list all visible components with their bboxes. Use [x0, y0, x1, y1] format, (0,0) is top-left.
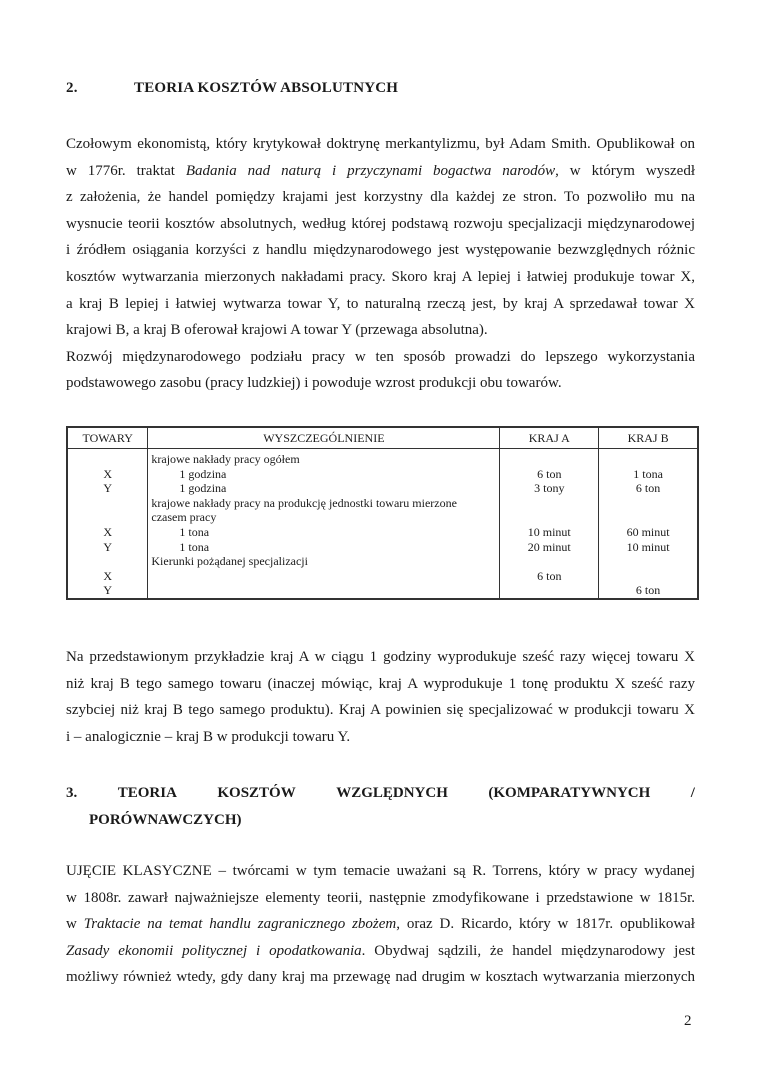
table-cell: 10 minut — [527, 524, 571, 539]
paragraph-smith — [66, 131, 695, 397]
book-title-ricardo: Zasady ekonomii politycznej i opodatkowania — [66, 942, 362, 959]
table-cell — [602, 554, 694, 569]
table-body — [67, 449, 698, 599]
cost-table — [66, 426, 699, 600]
table-cell: krajowe nakłady pracy ogółem — [151, 452, 300, 466]
header-kraj-a: KRAJ A — [500, 427, 599, 449]
section-3-word: (KOMPARATYWNYCH — [488, 785, 651, 801]
table-cell: 3 tony — [534, 481, 565, 496]
text-line: Czołowym ekonomistą, który krytykował doktrynę merkantylizmu, był Adam Smith. Opublikował on — [66, 136, 695, 152]
text-line: szybciej niż kraj B tego samego produktu). Kraj A powinien się specjalizować w produkcji towaru X — [66, 702, 695, 719]
table-cell — [151, 583, 496, 598]
paragraph-classic — [66, 858, 695, 991]
text-line: w 1808r. zawarł najważniejsze elementy teorii, następnie zmodyfikowane i przedstawione w 1815r. — [66, 889, 695, 906]
table-cell: czasem pracy — [151, 510, 217, 525]
table-cell: 20 minut — [527, 539, 571, 554]
section-3-heading-line-2: PORÓWNAWCZYCH) — [89, 812, 242, 828]
column-wyszczegolnienie — [148, 449, 500, 599]
text-line: niż kraj B tego samego towaru (inaczej mówiąc, kraj A wyprodukuje 1 tonę produktu X sześć razy — [66, 675, 695, 692]
table-cell — [503, 554, 595, 569]
table-cell: 6 ton — [635, 481, 661, 496]
table-cell — [503, 452, 595, 467]
text-line: a kraj B lepiej i łatwiej wytwarza towar Y, to naturalną rzeczą jest, by kraj A sprzedawał towar X — [66, 295, 695, 312]
text-span: , w którym wyszedł — [555, 162, 695, 179]
table-cell — [71, 452, 144, 467]
table-cell: 1 godzina — [179, 466, 227, 481]
text-line: wysnucie teorii kosztów absolutnych, według której podstawą rozwoju specjalizacji międzynarodowej — [66, 215, 695, 232]
text-line: i źródłem osiągania korzyści z handlu międzynarodowego jest występowanie bezwzględnych różnic — [66, 242, 695, 259]
table-cell — [503, 583, 595, 598]
table-cell: 1 tona — [633, 466, 663, 481]
table-cell — [151, 569, 496, 584]
table-cell: Y — [103, 539, 113, 554]
section-2-number: 2. — [66, 80, 78, 96]
text-line: krajowi B, a kraj B oferował krajowi A towar Y (przewaga absolutna). — [66, 322, 488, 339]
table-cell: 10 minut — [626, 539, 670, 554]
paragraph-example — [66, 644, 695, 750]
text-line — [66, 158, 695, 185]
table-cell: 1 tona — [179, 524, 210, 539]
table-cell — [602, 510, 694, 525]
table-cell: Y — [103, 583, 113, 598]
section-3-word: / — [690, 785, 695, 801]
table-cell: 1 godzina — [179, 481, 227, 496]
book-title-smith: Badania nad naturą i przyczynami bogactwa narodów — [185, 162, 556, 179]
table-cell — [71, 496, 144, 511]
text-line: i – analogicznie – kraj B w produkcji towaru Y. — [66, 728, 351, 745]
header-towary: TOWARY — [67, 427, 148, 449]
table-cell — [602, 452, 694, 467]
section-3-number: 3. — [66, 785, 78, 801]
text-line: UJĘCIE KLASYCZNE – twórcami w tym temacie uważani są R. Torrens, który w pracy wydanej — [66, 863, 695, 879]
text-line: Na przedstawionym przykładzie kraj A w ciągu 1 godziny wyprodukuje sześć razy więcej towaru X — [66, 649, 695, 665]
book-title-torrens: Traktacie na temat handlu zagranicznego zbożem — [83, 916, 397, 933]
table-cell: 6 ton — [537, 466, 562, 481]
table-cell — [602, 569, 694, 584]
text-span: . Obydwaj sądzili, że handel międzynarodowy jest — [361, 942, 695, 959]
table-cell: 6 ton — [635, 583, 661, 598]
text-line — [66, 938, 695, 965]
page-number: 2 — [684, 1013, 692, 1029]
section-3-word: WZGLĘDNYCH — [336, 785, 448, 801]
table-cell — [602, 496, 694, 511]
header-kraj-b: KRAJ B — [599, 427, 698, 449]
section-2-title: TEORIA KOSZTÓW ABSOLUTNYCH — [134, 80, 399, 96]
text-line: możliwy również wtedy, gdy dany kraj ma przewagę nad drugim w kosztach wytwarzania mierzonych — [66, 969, 695, 986]
text-span: w 1776r. traktat — [66, 162, 186, 179]
table-cell: 1 tona — [179, 539, 210, 554]
table-header-row — [67, 427, 698, 449]
table-cell: X — [103, 466, 113, 481]
table-cell: 6 ton — [537, 568, 562, 583]
column-kraj-b — [599, 449, 698, 599]
table-cell: Y — [103, 481, 113, 496]
section-3-heading — [66, 780, 695, 834]
header-wyszczegolnienie: WYSZCZEGÓLNIENIE — [148, 427, 500, 449]
section-3-word: KOSZTÓW — [217, 785, 296, 801]
table-cell: krajowe nakłady pracy na produkcję jednostki towaru mierzone — [151, 495, 457, 510]
text-line: podstawowego zasobu (pracy ludzkiej) i powoduje wzrost produkcji obu towarów. — [66, 375, 562, 392]
column-kraj-a — [500, 449, 599, 599]
text-line: kosztów wytwarzania mierzonych nakładami pracy. Skoro kraj A lepiej i łatwiej produkuje towar X, — [66, 268, 695, 285]
section-3-word: TEORIA — [117, 785, 177, 801]
text-line: z założenia, że handel pomiędzy krajami jest korzystny dla każdej ze stron. To pozwoliło mu na — [66, 189, 695, 206]
text-line — [66, 911, 695, 938]
text-span: , oraz D. Ricardo, który w 1817r. opublikował — [396, 916, 695, 933]
table-cell: Kierunki pożądanej specjalizacji — [151, 554, 308, 569]
table-cell — [503, 510, 595, 525]
table-cell: 60 minut — [626, 524, 670, 539]
table-cell — [503, 496, 595, 511]
section-2-heading — [66, 80, 695, 100]
table-cell: X — [103, 524, 113, 539]
text-span: w — [66, 916, 84, 933]
text-line: Rozwój międzynarodowego podziału pracy w ten sposób prowadzi do lepszego wykorzystania — [66, 348, 695, 365]
table-cell — [71, 510, 144, 525]
table-cell: X — [103, 568, 113, 583]
section-3-heading-line-1 — [66, 780, 695, 807]
column-towary — [67, 449, 148, 599]
table-cell — [71, 554, 144, 569]
